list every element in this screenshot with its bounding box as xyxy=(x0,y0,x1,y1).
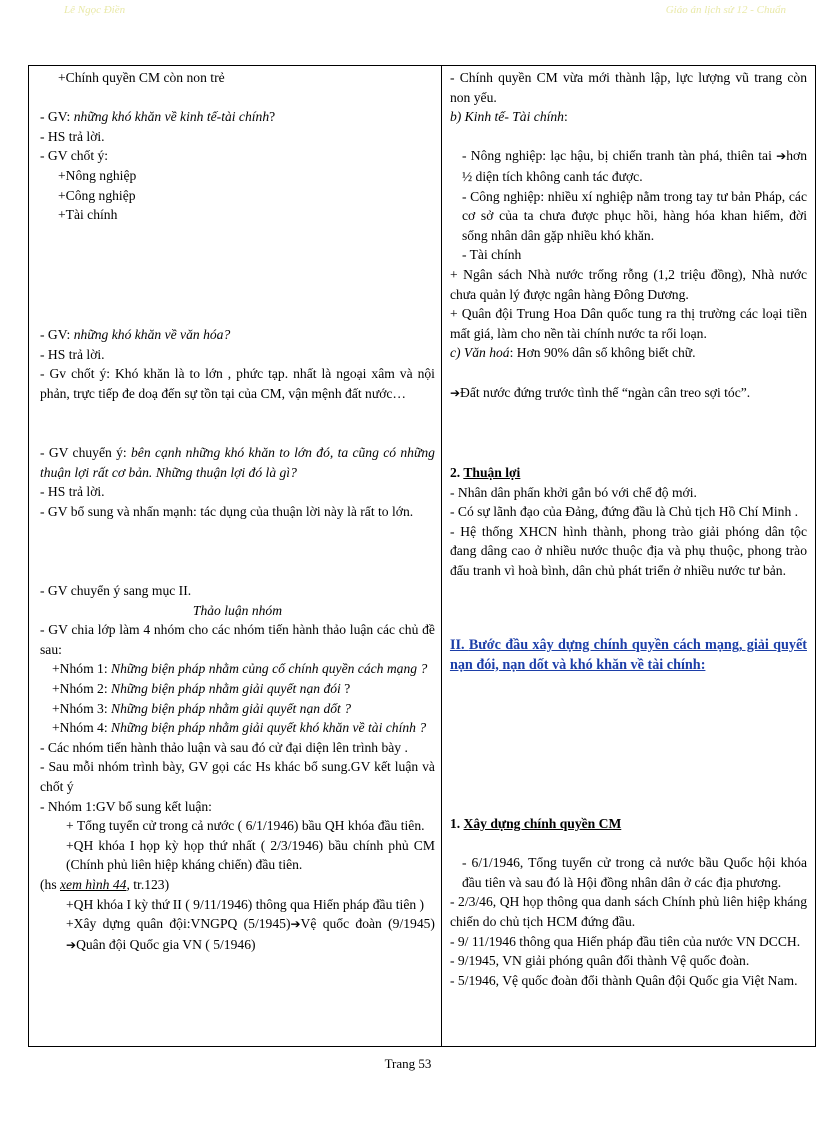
activities-column xyxy=(29,66,442,1046)
text-line: - HS trả lời. xyxy=(40,128,105,144)
blank-line xyxy=(450,127,807,147)
right-arrow-icon: ➔ xyxy=(66,937,77,952)
group-1: +Nhóm 1: Những biện pháp nhằm củng cố chính quyền cách mạng ? xyxy=(52,661,428,677)
text-line: + Ngân sách Nhà nước trống rỗng (1,2 triệu đồng), Nhà nước chưa quản lý được ngân hàng Đông Dương. xyxy=(449,266,807,302)
left-block-group-discussion xyxy=(40,581,435,955)
figure-reference[interactable]: xem hình 44 xyxy=(60,876,127,892)
text-line: - Nông nghiệp: lạc hậu, bị chiến tranh tàn phá, thiên tai ➔hơn ½ diện tích không canh tác được. xyxy=(461,148,807,184)
group-2: +Nhóm 2: Những biện pháp nhằm giải quyết nạn đói ? xyxy=(52,680,351,696)
text-line: +Nông nghiệp xyxy=(58,167,137,183)
text-line: - HS trả lời. xyxy=(40,346,105,362)
right-arrow-icon: ➔ xyxy=(449,385,461,400)
group-3: +Nhóm 3: Những biện pháp nhằm giải quyết nạn dốt ? xyxy=(52,700,352,716)
text-line: +Công nghiệp xyxy=(58,187,136,203)
text-line: - GV: những khó khăn về văn hóa? xyxy=(40,327,231,342)
text-line: - Các nhóm tiến hành thảo luận và sau đó cử đại diện lên trình bày . xyxy=(40,739,408,755)
right-block-government xyxy=(450,814,807,990)
text-line: - GV chuyển ý: bên cạnh những khó khăn to lớn đó, ta cũng có những thuận lợi rất cơ bản. Những thuận lợi đó là gì? xyxy=(40,445,435,480)
text-line: ➔Đất nước đứng trước tình thế “ngàn cân treo sợi tóc”. xyxy=(449,384,751,400)
text-line: - Tài chính xyxy=(461,247,522,263)
text-line: (hs xem hình 44, tr.123) xyxy=(40,876,170,892)
text-line: - Hệ thống XHCN hình thành, phong trào giải phóng dân tộc đang dâng cao ở nhiều nước thuộc địa và phụ thuộc, phong trào đấu tranh vì hoà bình, dân chủ phát triển ở nhiều nước tư bản. xyxy=(449,523,807,578)
right-arrow-icon: ➔ xyxy=(776,149,787,164)
blank-line xyxy=(450,834,807,854)
lesson-table xyxy=(28,65,816,1047)
text-line: +Tài chính xyxy=(58,207,118,223)
text-line: - Chính quyền CM vừa mới thành lập, lực lượng vũ trang còn non yếu. xyxy=(449,70,807,105)
blank-line xyxy=(450,363,807,383)
right-block-advantages xyxy=(450,463,807,581)
group-discussion-title: Thảo luận nhóm xyxy=(192,602,283,618)
text-line: - GV: những khó khăn về kinh tế-tài chính? xyxy=(40,109,276,125)
text-line: - 6/1/1946, Tổng tuyển cử trong cả nước bầu Quốc hội khóa đầu tiên và sau đó là Hội đồng nhân dân ở các địa phương. xyxy=(461,855,807,890)
text-line: + Tổng tuyển cử trong cả nước ( 6/1/1946) bầu QH khóa đầu tiên. xyxy=(66,818,425,834)
text-line: - GV chia lớp làm 4 nhóm cho các nhóm tiến hành thảo luận các chủ đề sau: xyxy=(40,622,435,657)
left-block-economy xyxy=(40,68,435,225)
text-line: +Xây dựng quân đội:VNGPQ (5/1945)➔Vệ quốc đoàn (9/1945) ➔Quân đội Quốc gia VN ( 5/1946) xyxy=(66,916,435,952)
content-column xyxy=(442,66,815,1046)
text-line: - Gv chốt ý: Khó khăn là to lớn , phức tạp. nhất là ngoại xâm và nội phản, trực tiếp đe doạ đến sự tồn tại của CM, vận mệnh đất nước… xyxy=(40,366,435,401)
text-line: - 2/3/46, QH họp thông qua danh sách Chính phủ liên hiệp kháng chiến do chủ tịch HCM đứng đầu. xyxy=(449,894,807,929)
left-block-advantages xyxy=(40,443,435,521)
section-heading-advantages: 2. Thuận lợi xyxy=(449,465,521,480)
text-line: +QH khóa I kỳ thứ II ( 9/11/1946) thông qua Hiến pháp đầu tiên ) xyxy=(66,896,425,912)
text-line: - GV bổ sung và nhấn mạnh: tác dụng của thuận lời này là rất to lớn. xyxy=(40,503,414,519)
left-block-culture xyxy=(40,325,435,403)
right-arrow-icon: ➔ xyxy=(290,917,301,932)
text-line: - Có sự lãnh đạo của Đảng, đứng đầu là Chủ tịch Hồ Chí Minh . xyxy=(449,504,799,520)
subheading-economy: b) Kinh tế- Tài chính: xyxy=(449,109,568,125)
subheading-culture: c) Văn hoá: Hơn 90% dân số không biết chữ. xyxy=(449,345,696,361)
text-line: +Chính quyền CM còn non trẻ xyxy=(58,70,225,85)
header-author: Lê Ngọc Điền xyxy=(64,4,126,16)
right-block-difficulties xyxy=(450,68,807,403)
text-line: - GV chốt ý: xyxy=(40,148,109,164)
text-line: - 9/ 11/1946 thông qua Hiến pháp đầu tiên của nước VN DCCH. xyxy=(449,933,801,949)
right-block-section-ii xyxy=(450,636,807,675)
text-line: - Nhóm 1:GV bổ sung kết luận: xyxy=(40,798,212,814)
section-heading-government: 1. Xây dựng chính quyền CM xyxy=(449,816,622,831)
text-line: - GV chuyển ý sang mục II. xyxy=(40,583,192,598)
section-heading-ii[interactable]: II. Bước đầu xây dựng chính quyền cách mạng, giải quyết nạn đói, nạn dốt và khó khăn về tài chính: xyxy=(449,637,807,673)
text-line: - Sau mỗi nhóm trình bày, GV gọi các Hs khác bổ sung.GV kết luận và chốt ý xyxy=(40,759,435,794)
text-line: - 9/1945, VN giải phóng quân đổi thành Vệ quốc đoàn. xyxy=(449,953,750,969)
text-line: + Quân đội Trung Hoa Dân quốc tung ra thị trường các loại tiền mất giá, làm cho nền tài chính nước ta rối loạn. xyxy=(449,306,807,341)
text-line: - 5/1946, Vệ quốc đoàn đổi thành Quân đội Quốc gia Việt Nam. xyxy=(449,972,798,988)
text-line: - Công nghiệp: nhiều xí nghiệp nằm trong tay tư bản Pháp, các cơ sở của ta chưa được phục hồi, hàng hóa khan hiếm, đời sống nhân dân gặp nhiều khó khăn. xyxy=(461,188,807,243)
text-line: - Nhân dân phấn khởi gắn bó với chế độ mới. xyxy=(449,484,697,500)
blank-line xyxy=(40,88,435,108)
header-course: Giáo án lịch sử 12 - Chuẩn xyxy=(665,4,786,16)
group-4: +Nhóm 4: Những biện pháp nhằm giải quyết khó khăn về tài chính ? xyxy=(52,720,427,736)
text-line: +QH khóa I họp kỳ họp thứ nhất ( 2/3/1946) bầu chính phủ CM (Chính phủ liên hiệp kháng chiến) đầu tiên. xyxy=(66,837,435,873)
text-line: - HS trả lời. xyxy=(40,484,105,500)
page-number: Trang 53 xyxy=(384,1056,432,1071)
